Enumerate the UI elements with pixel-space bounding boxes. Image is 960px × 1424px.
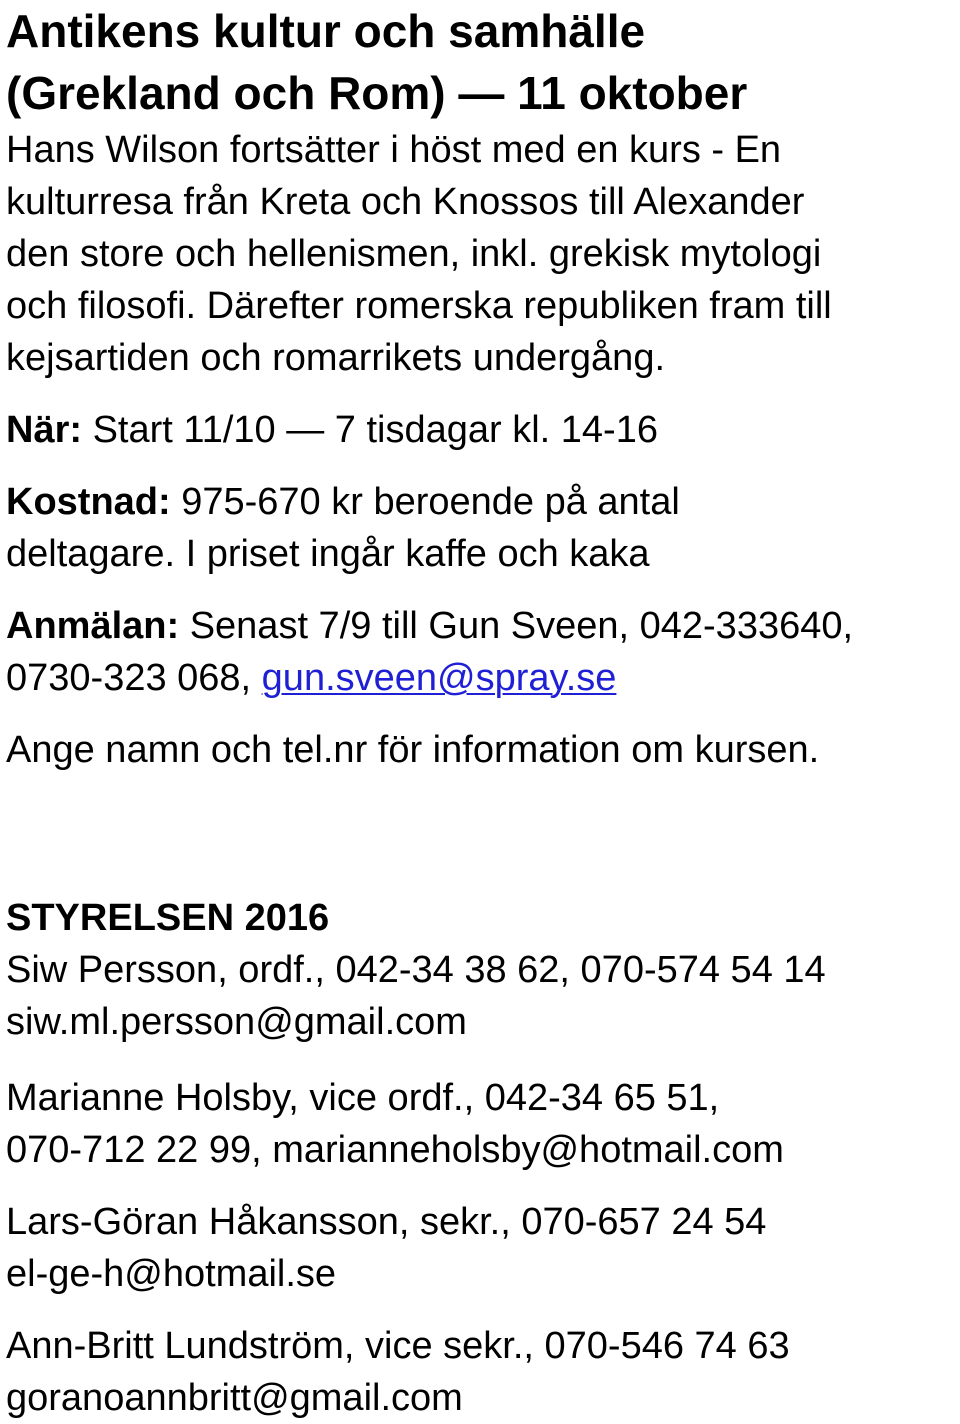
course-title-line-2: (Grekland och Rom) — 11 oktober	[6, 67, 748, 119]
cost-block	[6, 476, 956, 580]
board-member	[6, 944, 956, 1048]
board-member-line-1: Lars-Göran Håkansson, sekr., 070-657 24 54	[6, 1201, 767, 1243]
board-member-line-2: siw.ml.persson@gmail.com	[6, 1001, 467, 1043]
when-value: Start 11/10 — 7 tisdagar kl. 14-16	[82, 409, 658, 451]
board-member-line-2: 070-712 22 99, marianneholsby@hotmail.com	[6, 1129, 784, 1171]
description-line: kejsartiden och romarrikets undergång.	[6, 337, 666, 379]
signup-phone: 0730-323 068,	[6, 657, 262, 699]
signup-label: Anmälan:	[6, 605, 180, 647]
signup-block	[6, 600, 956, 704]
signup-row	[6, 600, 956, 652]
cost-label: Kostnad:	[6, 481, 171, 523]
signup-email-link[interactable]: gun.sveen@spray.se	[261, 657, 617, 699]
when-row	[6, 404, 956, 456]
board-member-line-1: Siw Persson, ordf., 042-34 38 62, 070-574 54 14	[6, 949, 826, 991]
description-line: och filosofi. Därefter romerska republiken fram till	[6, 285, 832, 327]
board-section	[6, 892, 956, 1424]
when-label: När:	[6, 409, 83, 451]
board-member-line-2: goranoannbritt@gmail.com	[6, 1377, 463, 1419]
course-title-line-1: Antikens kultur och samhälle	[6, 5, 646, 57]
course-description	[6, 124, 956, 384]
document-page	[6, 0, 956, 1424]
description-line: den store och hellenismen, inkl. grekisk mytologi	[6, 233, 822, 275]
description-line: kulturresa från Kreta och Knossos till Alexander	[6, 181, 805, 223]
board-member-line-2: el-ge-h@hotmail.se	[6, 1253, 337, 1295]
board-member	[6, 1320, 956, 1424]
board-member-line-1: Ann-Britt Lundström, vice sekr., 070-546 74 63	[6, 1325, 790, 1367]
description-line: Hans Wilson fortsätter i höst med en kurs - En	[6, 129, 782, 171]
board-heading: STYRELSEN 2016	[6, 897, 330, 939]
cost-row-2: deltagare. I priset ingår kaffe och kaka	[6, 533, 650, 575]
board-member	[6, 1196, 956, 1300]
cost-row	[6, 476, 956, 528]
board-member	[6, 1072, 956, 1176]
cost-value: 975-670 kr beroende på antal	[170, 481, 680, 523]
signup-value: Senast 7/9 till Gun Sveen, 042-333640,	[179, 605, 854, 647]
info-note: Ange namn och tel.nr för information om kursen.	[6, 729, 820, 771]
board-member-line-1: Marianne Holsby, vice ordf., 042-34 65 51,	[6, 1077, 720, 1119]
signup-row-2	[6, 652, 956, 704]
